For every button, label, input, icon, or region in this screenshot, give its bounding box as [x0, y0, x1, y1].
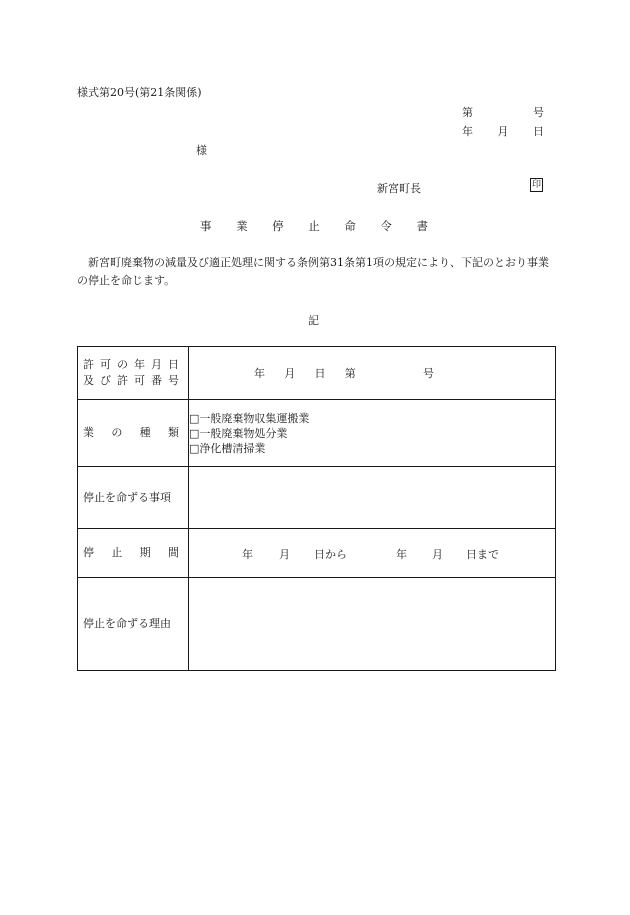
- permit-label-line2: [83, 373, 179, 389]
- label-char: び: [100, 374, 111, 387]
- period-label: [78, 529, 189, 578]
- table-row: [78, 578, 556, 671]
- date-month: 月: [497, 125, 509, 138]
- title-char: 止: [308, 219, 320, 233]
- period-label-text: [83, 545, 179, 561]
- permit-no-prefix: 第: [344, 367, 356, 380]
- permit-day: 日: [314, 367, 326, 380]
- title-char: 停: [272, 219, 284, 233]
- label-char: 月: [151, 358, 162, 371]
- label-char: 種: [139, 426, 151, 439]
- ki-heading: 記: [308, 314, 319, 327]
- label-char: 許: [83, 358, 94, 371]
- reason-label: 停止を命ずる理由: [78, 578, 189, 671]
- period-start-day: 日から: [314, 548, 347, 561]
- permit-year: 年: [254, 367, 265, 380]
- label-char: 可: [100, 358, 111, 371]
- business-type-label: [78, 400, 189, 467]
- period-end-day: 日まで: [466, 548, 499, 561]
- option-disposal[interactable]: □一般廃棄物処分業: [189, 426, 288, 440]
- suspend-matter-label: 停止を命ずる事項: [78, 467, 189, 529]
- permit-label: [78, 347, 189, 400]
- period-end-year: 年: [396, 548, 407, 561]
- label-char: の: [111, 426, 123, 439]
- permit-label-line1: [83, 357, 179, 373]
- label-char: 類: [167, 426, 179, 439]
- period-start-year: 年: [242, 548, 253, 561]
- table-row: [78, 347, 556, 400]
- reason-cell[interactable]: [189, 578, 556, 671]
- period-value: [189, 546, 555, 560]
- label-char: 期: [139, 546, 151, 559]
- doc-no-suffix: 号: [533, 106, 544, 119]
- permit-value-cell[interactable]: [189, 347, 556, 400]
- suspend-matter-cell[interactable]: [189, 467, 556, 529]
- label-char: 停: [83, 546, 94, 559]
- date-year: 年: [462, 125, 473, 138]
- business-type-label-text: [83, 425, 179, 441]
- permit-no-suffix: 号: [423, 367, 434, 380]
- label-char: 許: [117, 374, 128, 387]
- title-char: 業: [236, 219, 248, 233]
- period-value-cell[interactable]: [189, 529, 556, 578]
- doc-no-prefix: 第: [462, 106, 473, 119]
- title-char: 命: [344, 219, 356, 233]
- label-char: 日: [168, 358, 179, 371]
- option-septic-cleaning[interactable]: □浄化槽清掃業: [189, 441, 266, 455]
- label-char: 番: [151, 374, 162, 387]
- permit-month: 月: [284, 367, 296, 380]
- details-table: [77, 346, 556, 671]
- permit-value: [254, 365, 434, 381]
- label-char: 年: [134, 358, 145, 371]
- label-char: 業: [83, 426, 94, 439]
- option-collection-transport[interactable]: □一般廃棄物収集運搬業: [189, 411, 310, 425]
- title-char: 令: [380, 219, 392, 233]
- title-char: 事: [200, 219, 212, 233]
- title-char: 書: [416, 219, 428, 233]
- business-type-options: [189, 400, 556, 467]
- date-day: 日: [533, 125, 544, 138]
- table-row: [78, 467, 556, 529]
- recipient-suffix: 様: [196, 144, 207, 157]
- document-title: [200, 218, 428, 234]
- form-number: 様式第20号(第21条関係): [77, 86, 202, 99]
- document-number: [462, 104, 544, 120]
- period-end-month: 月: [432, 548, 443, 561]
- period-start-month: 月: [279, 548, 290, 561]
- label-char: 号: [168, 374, 179, 387]
- table-row: [78, 529, 556, 578]
- label-char: 止: [111, 546, 123, 559]
- table-row: [78, 400, 556, 467]
- label-char: 及: [83, 374, 94, 387]
- label-char: 可: [134, 374, 145, 387]
- issuer-name: 新宮町長: [377, 182, 421, 195]
- body-paragraph: 新宮町廃棄物の減量及び適正処理に関する条例第31条第1項の規定により、下記のとおり事業の停止を命じます。: [77, 256, 549, 287]
- label-char: の: [117, 358, 128, 371]
- label-char: 間: [167, 546, 179, 559]
- document-date: [462, 123, 544, 139]
- seal-mark: 印: [531, 180, 541, 190]
